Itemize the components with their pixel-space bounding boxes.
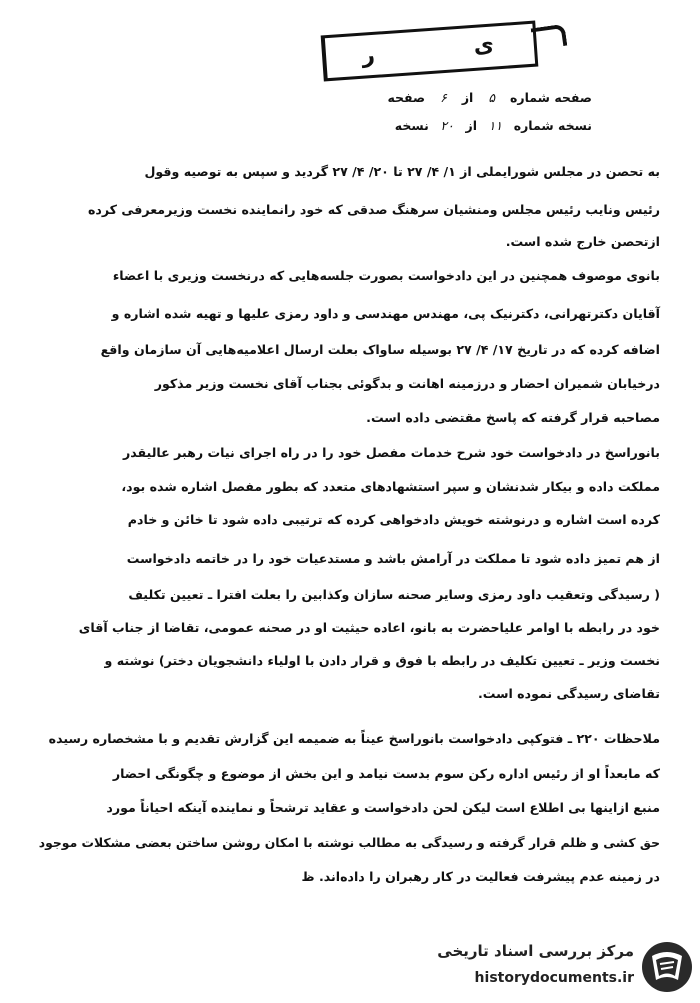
page-label: صفحه شماره <box>510 90 592 105</box>
body-line: ازتحصن خارج شده است. <box>505 234 660 249</box>
watermark-title: مرکز بررسی اسناد تاریخی <box>437 942 634 960</box>
body-line: تقاضای رسیدگی نموده است. <box>477 686 660 701</box>
body-line: مصاحبه قرار گرفته که پاسخ مقتضی داده است. <box>366 410 660 425</box>
copy-of-label: از <box>465 118 477 133</box>
page-number: ۵ <box>488 90 496 105</box>
copy-number-line <box>395 118 592 133</box>
stamp-handwriting-2: ر <box>361 42 376 69</box>
body-line: نخست وزیر ـ تعیین تکلیف در رابطه با فوق و قرار دادن با اولیاء دانشجویان دختر) نوشته و <box>104 653 660 668</box>
page-of-label: از <box>461 90 474 105</box>
body-line: آقایان دکترتهرانی، دکترنیک پی، مهندس مهندسی و داود رمزی علیها و تهیه شده اشاره و <box>111 306 660 321</box>
copy-word: نسخه <box>394 118 429 133</box>
copy-total: ۲۰ <box>440 118 454 133</box>
body-line: به تحصن در مجلس شورایملی از ۱/ ۴/ ۲۷ تا ۲۰/ ۴/ ۲۷ گردید و سپس به توصیه وقول <box>144 164 660 179</box>
body-line: مملکت داده و بیکار شدنشان و سپر استشهادهای متعدد که بطور مفصل اشاره شده بود، <box>121 479 660 494</box>
page-number-line <box>387 90 592 105</box>
stamp-corner-mark <box>531 24 568 51</box>
page-total: ۶ <box>440 90 447 105</box>
body-line: بانوی موصوف همچنین در این دادخواست بصورت جلسه‌هایی که درنخست وزیری با اعضاء <box>112 268 660 283</box>
body-line: ملاحظات ۲۲۰ ـ فتوکپی دادخواست بانوراسخ عیناً به ضمیمه این گزارش تقدیم و با مشخصاره رسیده <box>48 731 660 746</box>
archive-watermark <box>418 934 696 1000</box>
body-line: که مابعداً او از رئیس اداره رکن سوم بدست نیامد و این بخش از موضوع و چگونگی احضار <box>112 766 660 781</box>
body-line: از هم تمیز داده شود تا مملکت در آرامش باشد و مستدعیات خود را در خاتمه دادخواست <box>126 551 660 566</box>
body-line: بانوراسخ در دادخواست خود شرح خدمات مفصل خود را در راه اجرای نیات رهبر عالیقدر <box>122 445 660 460</box>
classification-stamp <box>321 21 539 82</box>
body-line: رئیس ونایب رئیس مجلس ومنشیان سرهنگ صدقی که خود رانماینده نخست وزیرمعرفی کرده <box>87 202 660 217</box>
stamp-handwriting: ی <box>472 32 495 59</box>
body-line: درخیابان شمیران احضار و درزمینه اهانت و بدگوئی بجناب آقای نخست وزیر مذکور <box>154 376 660 391</box>
body-line: اضافه کرده که در تاریخ ۱۷/ ۴/ ۲۷ بوسیله ساواک بعلت ارسال اعلامیه‌هایی آن سازمان واقع <box>100 342 660 357</box>
body-line: منبع ازاینها بی اطلاع است لیکن لحن دادخواست و عقاید ترشحاً و نماینده آینکه احیاناً مورد <box>106 800 660 815</box>
page-word: صفحه <box>387 90 426 105</box>
body-line: در زمینه عدم پیشرفت فعالیت در کار رهبران را داده‌اند. ظ <box>301 869 660 884</box>
body-line: کرده است اشاره و درنوشته خویش دادخواهی کرده که ترتیبی داده شود تا خائن و خادم <box>127 512 660 527</box>
copy-label: نسخه شماره <box>513 118 592 133</box>
archive-logo-icon <box>640 940 694 994</box>
watermark-url: historydocuments.ir <box>474 970 634 986</box>
body-line: ( رسیدگی وتعقیب داود رمزی وسایر صحنه سازان وکذابین را بعلت افترا ـ تعیین تکلیف <box>128 587 660 602</box>
body-line: خود در رابطه با اوامر علیاحضرت به بانو، اعاده حیثیت او در صحنه عمومی، تقاضا از جناب آقای <box>78 620 660 635</box>
body-line: حق کشی و ظلم قرار گرفته و رسیدگی به مطالب نوشته با امکان روشن ساختن بعضی مشکلات موجود <box>38 835 660 850</box>
copy-number: ۱۱ <box>488 118 503 133</box>
